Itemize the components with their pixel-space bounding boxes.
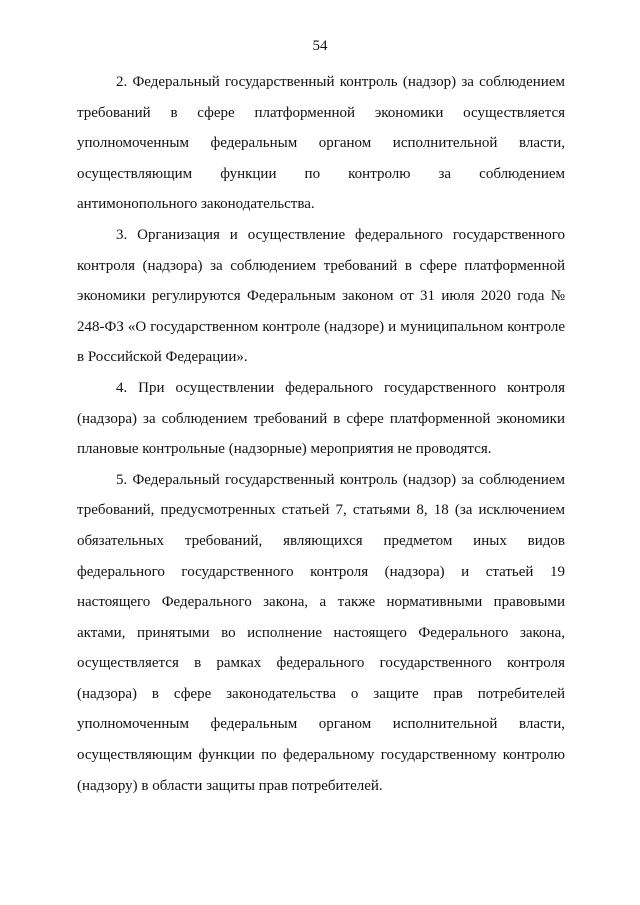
paragraph-3: 3. Организация и осуществление федерального государственного контроля (надзора) за соблюдением требований в сфере платформенной экономики регулируются Федеральным законом от 31 июля 2020 года № 248-ФЗ «О государственном контроле (надзоре) и муниципальном контроле в Российской Федерации».: [77, 226, 565, 366]
document-body: [77, 67, 565, 801]
paragraph-2: 2. Федеральный государственный контроль (надзор) за соблюдением требований в сфере платформенной экономики осуществляется уполномоченным федеральным органом исполнительной власти, осуществляющим функции по контролю за соблюдением антимонопольного законодательства.: [77, 74, 565, 213]
page-number: 54: [312, 38, 328, 54]
paragraph-5: 5. Федеральный государственный контроль (надзор) за соблюдением требований, предусмотренных статьей 7, статьями 8, 18 (за исключением обязательных требований, являющихся предметом иных видов федерального государственного контроля (надзора) и статьей 19 настоящего Федерального закона, а также нормативными правовыми актами, принятыми во исполнение настоящего Федерального закона, осуществляется в рамках федерального государственного контроля (надзора) в сфере законодательства о защите прав потребителей уполномоченным федеральным органом исполнительной власти, осуществляющим функции по федеральному государственному контролю (надзору) в области защиты прав потребителей.: [77, 471, 565, 794]
paragraph-4: 4. При осуществлении федерального государственного контроля (надзора) за соблюдением требований в сфере платформенной экономики плановые контрольные (надзорные) мероприятия не проводятся.: [77, 379, 565, 458]
